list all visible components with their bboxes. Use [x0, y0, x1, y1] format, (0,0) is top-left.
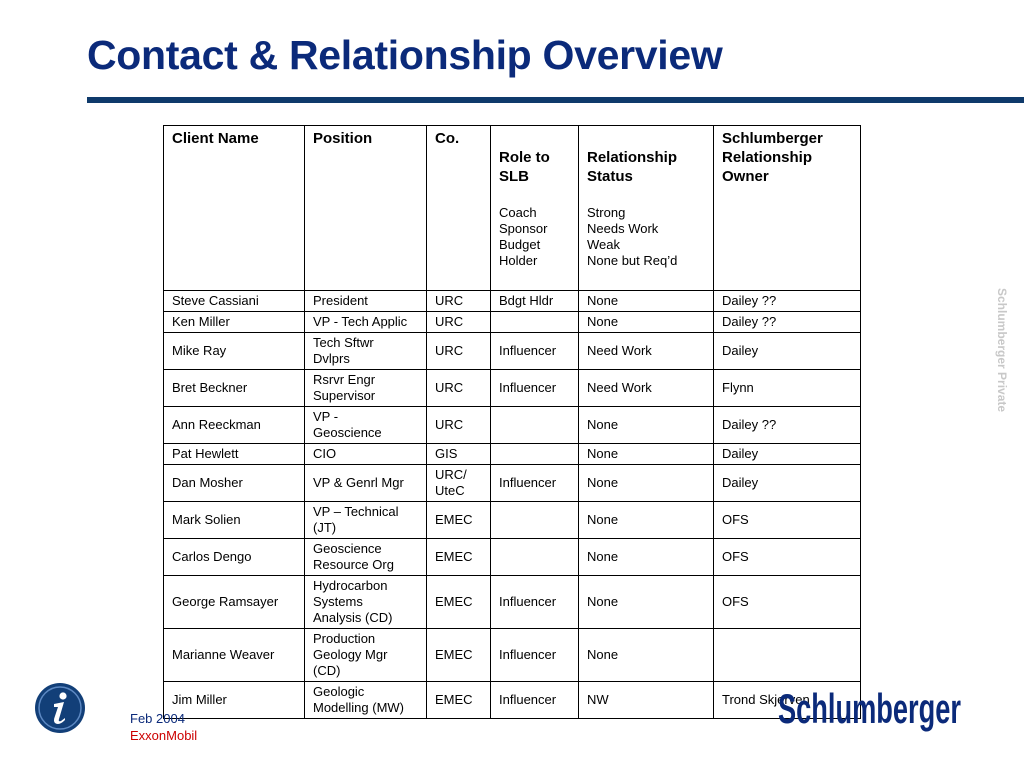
cell-status: Need Work	[579, 333, 714, 370]
title-underline	[87, 97, 1024, 103]
table-row	[164, 370, 861, 407]
cell-client-name: Mark Solien	[164, 502, 305, 539]
info-icon	[34, 682, 86, 734]
table-row	[164, 407, 861, 444]
cell-client-name: Dan Mosher	[164, 465, 305, 502]
cell-role	[491, 312, 579, 333]
cell-company: EMEC	[427, 539, 491, 576]
cell-status: None	[579, 444, 714, 465]
cell-company: EMEC	[427, 576, 491, 629]
table-row	[164, 312, 861, 333]
cell-position: Hydrocarbon Systems Analysis (CD)	[305, 576, 427, 629]
cell-role: Influencer	[491, 465, 579, 502]
cell-position: VP - Geoscience	[305, 407, 427, 444]
cell-company: URC/ UteC	[427, 465, 491, 502]
cell-position: Tech Sftwr Dvlprs	[305, 333, 427, 370]
cell-client-name: Steve Cassiani	[164, 291, 305, 312]
header-client-name: Client Name	[164, 126, 305, 291]
cell-status: Need Work	[579, 370, 714, 407]
footer-client: ExxonMobil	[130, 728, 198, 743]
cell-status: None	[579, 629, 714, 682]
schlumberger-logo	[777, 683, 962, 735]
cell-company: URC	[427, 370, 491, 407]
cell-position: Geologic Modelling (MW)	[305, 682, 427, 719]
table-header-row	[164, 126, 861, 291]
cell-company: EMEC	[427, 682, 491, 719]
cell-position: VP & Genrl Mgr	[305, 465, 427, 502]
svg-text:Schlumberger: Schlumberger	[778, 685, 961, 732]
cell-client-name: Jim Miller	[164, 682, 305, 719]
cell-position: CIO	[305, 444, 427, 465]
cell-company: URC	[427, 333, 491, 370]
cell-client-name: Carlos Dengo	[164, 539, 305, 576]
cell-owner: Flynn	[714, 370, 861, 407]
cell-client-name: Pat Hewlett	[164, 444, 305, 465]
cell-company: URC	[427, 291, 491, 312]
cell-role	[491, 539, 579, 576]
cell-owner: OFS	[714, 576, 861, 629]
cell-position: Geoscience Resource Org	[305, 539, 427, 576]
table-row	[164, 576, 861, 629]
header-position: Position	[305, 126, 427, 291]
cell-position: Rsrvr Engr Supervisor	[305, 370, 427, 407]
cell-role	[491, 407, 579, 444]
cell-status: None	[579, 576, 714, 629]
cell-owner: Dailey ??	[714, 407, 861, 444]
cell-status: None	[579, 291, 714, 312]
cell-owner: Trond Skjerven	[714, 682, 861, 719]
cell-owner: Dailey	[714, 444, 861, 465]
cell-company: EMEC	[427, 629, 491, 682]
table-row	[164, 539, 861, 576]
cell-client-name: Mike Ray	[164, 333, 305, 370]
cell-status: NW	[579, 682, 714, 719]
header-company: Co.	[427, 126, 491, 291]
cell-role: Influencer	[491, 333, 579, 370]
header-role-to-slb: Role to SLB Coach Sponsor Budget Holder	[491, 126, 579, 291]
table-row	[164, 682, 861, 719]
cell-status: None	[579, 539, 714, 576]
header-relationship-owner: Schlumberger Relationship Owner	[714, 126, 861, 291]
cell-position: VP – Technical (JT)	[305, 502, 427, 539]
table-row	[164, 502, 861, 539]
cell-owner: OFS	[714, 539, 861, 576]
cell-owner	[714, 629, 861, 682]
cell-client-name: George Ramsayer	[164, 576, 305, 629]
table-row	[164, 629, 861, 682]
cell-status: None	[579, 312, 714, 333]
cell-status: None	[579, 465, 714, 502]
table-row	[164, 291, 861, 312]
cell-role: Influencer	[491, 629, 579, 682]
role-legend: Coach Sponsor Budget Holder	[499, 205, 548, 268]
cell-client-name: Ann Reeckman	[164, 407, 305, 444]
cell-status: None	[579, 407, 714, 444]
cell-company: URC	[427, 312, 491, 333]
table-row	[164, 333, 861, 370]
cell-owner: Dailey	[714, 333, 861, 370]
contact-table	[163, 125, 861, 719]
cell-owner: Dailey ??	[714, 291, 861, 312]
cell-role	[491, 502, 579, 539]
cell-role: Influencer	[491, 370, 579, 407]
cell-role: Influencer	[491, 682, 579, 719]
cell-company: EMEC	[427, 502, 491, 539]
cell-position: Production Geology Mgr (CD)	[305, 629, 427, 682]
slide-title: Contact & Relationship Overview	[87, 32, 723, 78]
header-relationship-status: Relationship Status Strong Needs Work Weak None but Req’d	[579, 126, 714, 291]
cell-client-name: Marianne Weaver	[164, 629, 305, 682]
cell-owner: OFS	[714, 502, 861, 539]
cell-status: None	[579, 502, 714, 539]
cell-position: VP - Tech Applic	[305, 312, 427, 333]
confidentiality-watermark: Schlumberger Private	[995, 288, 1009, 413]
table-row	[164, 465, 861, 502]
cell-client-name: Ken Miller	[164, 312, 305, 333]
cell-role	[491, 444, 579, 465]
cell-company: GIS	[427, 444, 491, 465]
cell-company: URC	[427, 407, 491, 444]
footer-date: Feb 2004	[130, 711, 185, 726]
cell-role: Bdgt Hldr	[491, 291, 579, 312]
cell-role: Influencer	[491, 576, 579, 629]
status-legend: Strong Needs Work Weak None but Req’d	[587, 205, 678, 268]
footer-info	[130, 710, 197, 744]
cell-owner: Dailey ??	[714, 312, 861, 333]
table-row	[164, 444, 861, 465]
cell-client-name: Bret Beckner	[164, 370, 305, 407]
cell-position: President	[305, 291, 427, 312]
cell-owner: Dailey	[714, 465, 861, 502]
